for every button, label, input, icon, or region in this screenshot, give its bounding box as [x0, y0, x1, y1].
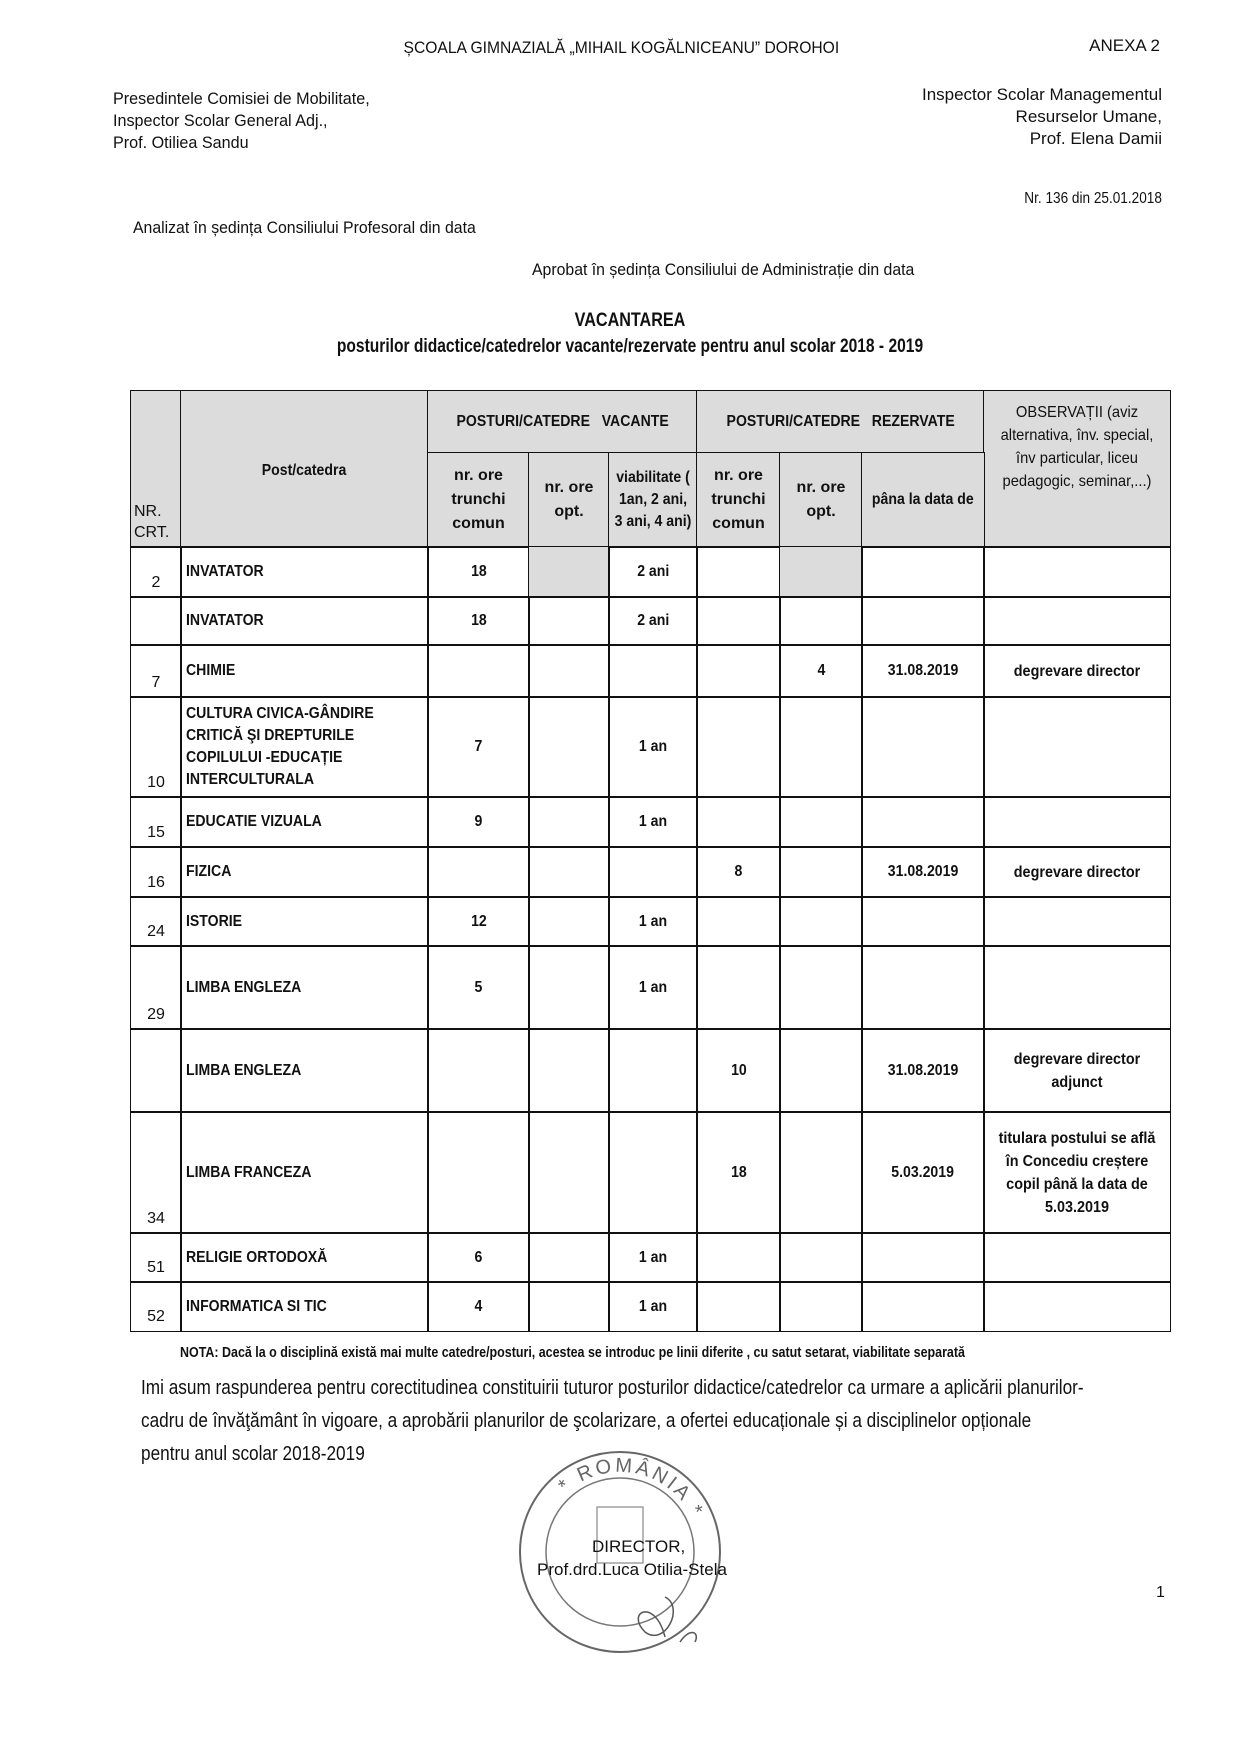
cell-vac-opt [528, 896, 610, 947]
header-rez-data [861, 452, 985, 548]
header-rez-opt-label: nr. ore opt. [796, 479, 846, 520]
cell-observatii-text: degrevare director adjunct [1013, 1050, 1141, 1091]
cell-rez-data [861, 546, 985, 598]
cell-post [180, 696, 429, 798]
cell-vac-opt [528, 846, 610, 898]
cell-post-text: RELIGIE ORTODOXĂ [186, 1248, 328, 1266]
cell-rez-opt [779, 644, 863, 698]
note-text: NOTA: Dacă la o disciplină există mai multe catedre/posturi, acestea se introduc pe linii diferite , cu satut setarat, viabilitate separată [180, 1345, 965, 1361]
cell-vac-trunchi-text: 6 [474, 1248, 483, 1266]
cell-post-text: CULTURA CIVICA-GÂNDIRE CRITICĂ ŞI DREPTURILE COPILULUI -EDUCAȚIE INTERCULTURALA [186, 705, 374, 788]
cell-vac-viabilitate [608, 846, 698, 898]
cell-post [180, 546, 429, 598]
header-rez-opt [779, 452, 863, 548]
left-signatory-line: Prof. Otiliea Sandu [113, 133, 249, 152]
cell-vac-trunchi [427, 1232, 530, 1283]
cell-post-text: LIMBA ENGLEZA [186, 1061, 302, 1079]
cell-rez-data [861, 1111, 985, 1234]
header-vacante-label: POSTURI/CATEDRE VACANTE [456, 413, 669, 430]
cell-nr-crt-text: 15 [147, 824, 165, 841]
cell-rez-opt [779, 945, 863, 1030]
cell-rez-data [861, 945, 985, 1030]
header-nr-crt-label: NR. CRT. [134, 503, 170, 541]
left-signatory-line: Inspector Scolar General Adj., [113, 111, 328, 130]
document-title: VACANTAREA [574, 310, 686, 331]
cell-observatii [983, 696, 1171, 798]
cell-observatii [983, 1111, 1171, 1234]
cell-vac-opt [528, 1232, 610, 1283]
cell-nr-crt [130, 796, 182, 848]
cell-rez-opt [779, 1028, 863, 1113]
left-signatory-block [113, 88, 370, 154]
cell-vac-trunchi [427, 846, 530, 898]
cell-observatii [983, 896, 1171, 947]
cell-observatii [983, 1281, 1171, 1332]
cell-nr-crt [130, 945, 182, 1030]
cell-observatii [983, 796, 1171, 848]
cell-vac-viabilitate [608, 596, 698, 646]
cell-nr-crt-text: 7 [151, 674, 161, 691]
cell-vac-viabilitate [608, 644, 698, 698]
cell-vac-viabilitate [608, 696, 698, 798]
header-vac-opt [528, 452, 610, 548]
header-vac-trunchi [427, 452, 530, 548]
cell-vac-viabilitate [608, 896, 698, 947]
cell-post-text: FIZICA [186, 863, 232, 880]
analyzed-statement: Analizat în ședința Consiliului Profesoral din data [133, 218, 476, 237]
cell-nr-crt [130, 896, 182, 947]
cell-rez-data [861, 1028, 985, 1113]
cell-post [180, 596, 429, 646]
left-signatory-line: Presedintele Comisiei de Mobilitate, [113, 89, 370, 108]
cell-vac-trunchi-text: 5 [474, 978, 483, 996]
cell-nr-crt-text: 10 [147, 774, 165, 791]
header-vac-opt-label: nr. ore opt. [544, 479, 594, 520]
cell-nr-crt [130, 1111, 182, 1234]
responsibility-line: cadru de învăţământ în vigoare, a aprobării planurilor de şcolarizare, a ofertei educaționale și a disciplinelor opționale [141, 1410, 1032, 1432]
cell-vac-opt [528, 1028, 610, 1113]
right-signatory-block [922, 84, 1162, 150]
cell-post [180, 1111, 429, 1234]
right-signatory-line: Prof. Elena Damii [1029, 129, 1162, 148]
cell-post-text: EDUCATIE VIZUALA [186, 813, 322, 830]
cell-vac-trunchi [427, 696, 530, 798]
cell-rez-trunchi [696, 796, 781, 848]
signature-icon [638, 1597, 696, 1642]
cell-rez-data [861, 696, 985, 798]
cell-vac-opt [528, 1111, 610, 1234]
cell-observatii-text: titulara postului se află în Concediu creștere copil până la data de 5.03.2019 [998, 1129, 1156, 1216]
cell-vac-trunchi-text: 7 [474, 738, 483, 755]
cell-vac-trunchi [427, 896, 530, 947]
cell-rez-data-text: 31.08.2019 [887, 863, 959, 880]
cell-vac-viabilitate [608, 1111, 698, 1234]
cell-observatii [983, 1028, 1171, 1113]
director-name: Prof.drd.Luca Otilia-Stela [537, 1560, 727, 1579]
cell-rez-trunchi [696, 846, 781, 898]
cell-rez-data-text: 31.08.2019 [887, 662, 959, 679]
stamp-text: * ROMÂNIA * [554, 1454, 709, 1522]
cell-observatii [983, 644, 1171, 698]
cell-observatii [983, 846, 1171, 898]
cell-rez-trunchi-text: 10 [730, 1061, 747, 1079]
cell-vac-trunchi [427, 644, 530, 698]
cell-rez-trunchi [696, 896, 781, 947]
cell-vac-trunchi [427, 1028, 530, 1113]
cell-vac-viabilitate-text: 1 an [638, 738, 668, 755]
annex-label: ANEXA 2 [1089, 36, 1160, 55]
cell-rez-opt [779, 1232, 863, 1283]
right-signatory-line: Inspector Scolar Managementul [921, 85, 1162, 104]
cell-nr-crt [130, 596, 182, 646]
cell-vac-trunchi [427, 1111, 530, 1234]
responsibility-line: Imi asum raspunderea pentru corectitudinea constituirii tuturor posturilor didactice/catedrelor ca urmare a aplicării planurilor- [141, 1377, 1084, 1399]
cell-vac-opt [528, 796, 610, 848]
responsibility-line: pentru anul scolar 2018-2019 [141, 1443, 365, 1465]
cell-vac-viabilitate-text: 1 an [638, 912, 668, 930]
registration-number: Nr. 136 din 25.01.2018 [1024, 190, 1162, 207]
cell-rez-data [861, 596, 985, 646]
cell-vac-trunchi [427, 1281, 530, 1332]
header-rez-data-label: pâna la data de [872, 491, 974, 508]
cell-rez-data [861, 644, 985, 698]
cell-vac-trunchi-text: 18 [470, 612, 487, 629]
cell-vac-trunchi-text: 18 [470, 563, 487, 580]
cell-post [180, 1232, 429, 1283]
cell-vac-trunchi [427, 945, 530, 1030]
cell-vac-trunchi-text: 9 [474, 813, 483, 830]
cell-rez-trunchi [696, 945, 781, 1030]
cell-post-text: CHIMIE [186, 662, 236, 679]
header-post-label: Post/catedra [262, 462, 347, 479]
cell-vac-opt [528, 644, 610, 698]
cell-post-text: LIMBA FRANCEZA [186, 1163, 312, 1181]
cell-post-text: ISTORIE [186, 912, 243, 930]
cell-nr-crt [130, 696, 182, 798]
cell-post [180, 644, 429, 698]
cell-rez-opt [779, 796, 863, 848]
header-rezervate-group [696, 390, 985, 454]
cell-rez-opt [779, 896, 863, 947]
cell-post [180, 896, 429, 947]
cell-nr-crt [130, 846, 182, 898]
cell-vac-viabilitate-text: 1 an [638, 1248, 668, 1266]
cell-post [180, 1281, 429, 1332]
cell-rez-trunchi [696, 696, 781, 798]
document-subtitle: posturilor didactice/catedrelor vacante/rezervate pentru anul scolar 2018 - 2019 [336, 336, 924, 357]
header-rez-trunchi [696, 452, 781, 548]
header-vac-viabilitate [608, 452, 698, 548]
cell-rez-trunchi [696, 644, 781, 698]
approved-statement: Aprobat în ședința Consiliului de Administrație din data [532, 260, 915, 279]
cell-nr-crt [130, 644, 182, 698]
right-signatory-line: Resurselor Umane, [1015, 107, 1162, 126]
cell-nr-crt [130, 1232, 182, 1283]
cell-rez-opt [779, 546, 863, 598]
director-label: DIRECTOR, [592, 1537, 686, 1556]
svg-text:* ROMÂNIA * [554, 1455, 708, 1522]
cell-rez-trunchi [696, 1281, 781, 1332]
cell-vac-viabilitate [608, 1232, 698, 1283]
cell-rez-data-text: 5.03.2019 [891, 1163, 955, 1181]
cell-rez-data [861, 1281, 985, 1332]
page-number: 1 [1156, 1584, 1165, 1601]
cell-vac-opt [528, 596, 610, 646]
header-observatii [983, 390, 1171, 548]
cell-post-text: LIMBA ENGLEZA [186, 978, 302, 996]
cell-nr-crt [130, 1281, 182, 1332]
cell-rez-trunchi [696, 546, 781, 598]
header-post [180, 390, 429, 548]
cell-rez-data [861, 796, 985, 848]
cell-post-text: INVATATOR [186, 612, 264, 629]
cell-rez-trunchi [696, 1111, 781, 1234]
cell-rez-data-text: 31.08.2019 [887, 1061, 959, 1079]
cell-rez-data [861, 1232, 985, 1283]
cell-observatii-text: degrevare director [1013, 662, 1141, 680]
cell-rez-trunchi-text: 18 [730, 1163, 747, 1181]
cell-nr-crt-text: 51 [147, 1259, 165, 1276]
header-observatii-label: OBSERVAȚII (aviz alternativa, înv. special, înv particular, liceu pedagogic, seminar,...) [1000, 404, 1154, 490]
cell-vac-opt [528, 696, 610, 798]
cell-rez-data [861, 896, 985, 947]
cell-vac-opt [528, 1281, 610, 1332]
cell-post-text: INVATATOR [186, 563, 264, 580]
cell-nr-crt-text: 2 [151, 574, 161, 591]
cell-rez-opt [779, 1281, 863, 1332]
cell-nr-crt-text: 52 [147, 1308, 165, 1325]
cell-rez-trunchi-text: 8 [734, 863, 743, 880]
cell-vac-viabilitate-text: 1 an [638, 813, 668, 830]
cell-vac-opt [528, 546, 610, 598]
cell-post [180, 796, 429, 848]
cell-vac-viabilitate [608, 1028, 698, 1113]
cell-post [180, 846, 429, 898]
cell-rez-data [861, 846, 985, 898]
cell-vac-trunchi [427, 596, 530, 646]
cell-rez-opt [779, 846, 863, 898]
cell-rez-trunchi [696, 1232, 781, 1283]
cell-vac-trunchi [427, 546, 530, 598]
cell-rez-opt-text: 4 [817, 662, 825, 679]
cell-observatii [983, 1232, 1171, 1283]
cell-post [180, 1028, 429, 1113]
cell-vac-viabilitate-text: 2 ani [636, 563, 670, 580]
cell-observatii [983, 546, 1171, 598]
cell-vac-viabilitate-text: 2 ani [636, 612, 670, 629]
cell-nr-crt-text: 34 [147, 1210, 165, 1227]
cell-nr-crt [130, 1028, 182, 1113]
header-rez-trunchi-label: nr. ore trunchi comun [711, 467, 766, 532]
header-vacante-group [427, 390, 698, 454]
cell-nr-crt [130, 546, 182, 598]
cell-nr-crt-text: 29 [147, 1006, 165, 1023]
cell-post-text: INFORMATICA SI TIC [186, 1297, 327, 1315]
cell-vac-viabilitate [608, 1281, 698, 1332]
cell-rez-opt [779, 1111, 863, 1234]
cell-vac-viabilitate [608, 945, 698, 1030]
cell-vac-trunchi-text: 4 [474, 1297, 483, 1315]
header-rezervate-label: POSTURI/CATEDRE REZERVATE [726, 413, 955, 430]
cell-vac-viabilitate [608, 796, 698, 848]
cell-vac-viabilitate-text: 1 an [638, 978, 668, 996]
cell-rez-trunchi [696, 596, 781, 646]
cell-vac-viabilitate-text: 1 an [638, 1297, 668, 1315]
cell-rez-opt [779, 696, 863, 798]
cell-vac-opt [528, 945, 610, 1030]
cell-rez-opt [779, 596, 863, 646]
cell-rez-trunchi [696, 1028, 781, 1113]
cell-nr-crt-text: 24 [147, 923, 165, 940]
cell-nr-crt-text: 16 [147, 874, 165, 891]
cell-post [180, 945, 429, 1030]
cell-vac-trunchi [427, 796, 530, 848]
school-name: ȘCOALA GIMNAZIALĂ „MIHAIL KOGĂLNICEANU” DOROHOI [403, 38, 840, 57]
cell-vac-trunchi-text: 12 [470, 912, 487, 930]
cell-observatii-text: degrevare director [1013, 863, 1141, 881]
cell-observatii [983, 945, 1171, 1030]
header-vac-trunchi-label: nr. ore trunchi comun [451, 467, 506, 532]
cell-observatii [983, 596, 1171, 646]
cell-vac-viabilitate [608, 546, 698, 598]
header-nr-crt [130, 390, 182, 548]
header-vac-viabilitate-label: viabilitate ( 1an, 2 ani, 3 ani, 4 ani) [614, 469, 692, 530]
